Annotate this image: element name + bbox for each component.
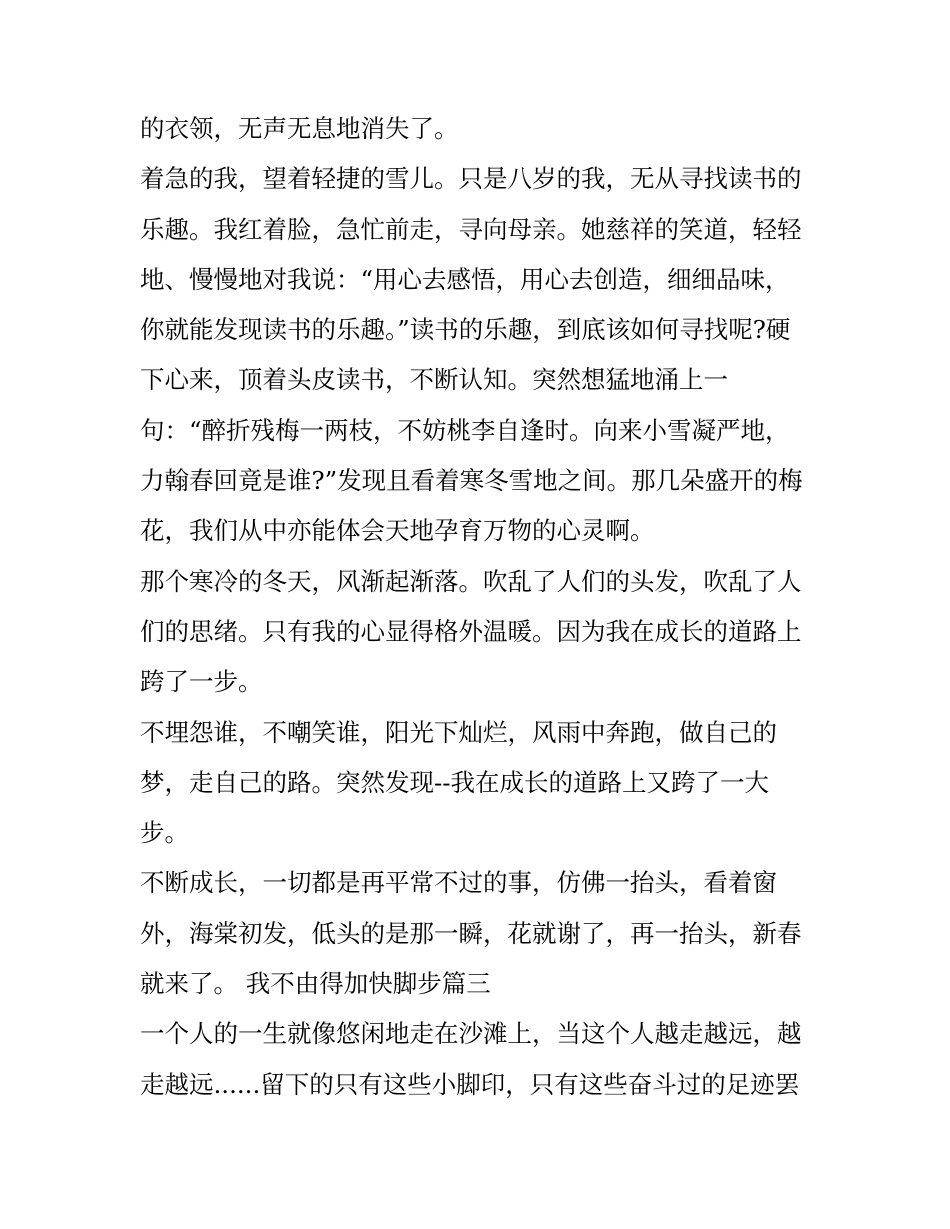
text-line: 着急的我，望着轻捷的雪儿。只是八岁的我，无从寻找读书的 [140, 164, 802, 194]
text-line: 走越远......留下的只有这些小脚印，只有这些奋斗过的足迹罢 [140, 1069, 800, 1099]
text-line: 的衣领，无声无息地消失了。 [140, 114, 459, 143]
text-line: 力翰春回竟是谁?”发现且看着寒冬雪地之间。那几朵盛开的梅 [140, 466, 803, 496]
text-line: 地、慢慢地对我说：“用心去感悟，用心去创造，细细品味， [140, 264, 790, 294]
text-line: 不埋怨谁，不嘲笑谁，阳光下灿烂，风雨中奔跑，做自己的 [140, 717, 777, 747]
text-line: 就来了。 我不由得加快脚步篇三 [140, 969, 491, 999]
text-line: 一个人的一生就像悠闲地走在沙滩上，当这个人越走越远，越 [140, 1019, 802, 1049]
text-line: 那个寒冷的冬天，风渐起渐落。吹乱了人们的头发，吹乱了人 [140, 566, 802, 596]
text-line: 步。 [140, 818, 189, 848]
text-line: 们的思绪。只有我的心显得格外温暖。因为我在成长的道路上 [140, 616, 802, 646]
text-line: 你就能发现读书的乐趣。”读书的乐趣，到底该如何寻找呢?硬 [140, 315, 791, 345]
text-line: 跨了一步。 [140, 667, 263, 697]
text-line: 乐趣。我红着脸，急忙前走，寻向母亲。她慈祥的笑道，轻轻 [140, 214, 802, 244]
document-body [140, 104, 820, 1110]
text-line: 梦，走自己的路。突然发现--我在成长的道路上又跨了一大 [140, 767, 770, 797]
text-line: 花，我们从中亦能体会天地孕育万物的心灵啊。 [140, 516, 655, 546]
text-line: 外，海棠初发，低头的是那一瞬，花就谢了，再一抬头，新春 [140, 918, 802, 948]
text-line: 不断成长，一切都是再平常不过的事，仿佛一抬头，看着窗 [140, 868, 777, 898]
text-line: 句：“醉折残梅一两枝，不妨桃李自逢时。向来小雪凝严地， [140, 415, 790, 445]
text-line: 下心来，顶着头皮读书，不断认知。突然想猛地涌上一 [140, 365, 728, 395]
